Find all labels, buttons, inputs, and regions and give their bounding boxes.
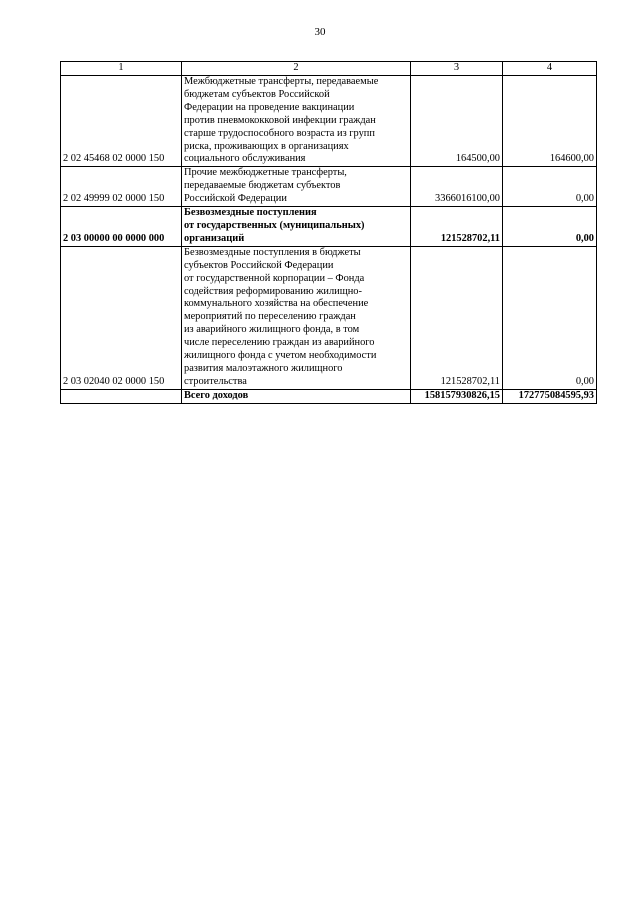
table-row <box>61 246 597 389</box>
description-cell <box>182 246 411 389</box>
description-line: строительства <box>184 375 247 387</box>
page-number: 30 <box>314 26 326 38</box>
amount-col4-cell: 0,00 <box>503 167 597 207</box>
table-row <box>61 167 597 207</box>
description-line: жилищного фонда с учетом необходимости <box>184 350 377 362</box>
amount-col3-cell: 121528702,11 <box>411 207 503 247</box>
description-cell <box>182 76 411 167</box>
description-line: передаваемые бюджетам субъектов <box>184 180 341 192</box>
description-line: Межбюджетные трансферты, передаваемые <box>184 76 379 87</box>
description-line: от государственных (муниципальных) <box>184 219 365 231</box>
budget-code-cell: 2 03 02040 02 0000 150 <box>61 246 182 389</box>
description-line: Российской Федерации <box>184 193 287 205</box>
column-header-1: 1 <box>61 62 182 76</box>
total-label-cell: Всего доходов <box>182 389 411 403</box>
budget-code-cell: 2 02 45468 02 0000 150 <box>61 76 182 167</box>
description-line: Безвозмездные поступления в бюджеты <box>184 246 361 258</box>
description-line: риска, проживающих в организациях <box>184 140 349 152</box>
table-header-row <box>61 62 597 76</box>
budget-code-cell: 2 02 49999 02 0000 150 <box>61 167 182 207</box>
description-line: развития малоэтажного жилищного <box>184 362 343 374</box>
budget-code-cell: 2 03 00000 00 0000 000 <box>61 207 182 247</box>
total-col4-cell: 172775084595,93 <box>503 389 597 403</box>
total-code-cell <box>61 389 182 403</box>
table-row <box>61 207 597 247</box>
total-col3-cell: 158157930826,15 <box>411 389 503 403</box>
table-body <box>61 76 597 404</box>
description-line: бюджетам субъектов Российской <box>184 88 330 100</box>
amount-col4-cell: 164600,00 <box>503 76 597 167</box>
description-line: Прочие межбюджетные трансферты, <box>184 167 347 179</box>
description-line: Федерации на проведение вакцинации <box>184 101 355 113</box>
description-line: субъектов Российской Федерации <box>184 259 334 271</box>
amount-col3-cell: 121528702,11 <box>411 246 503 389</box>
amount-col3-cell: 3366016100,00 <box>411 167 503 207</box>
description-line: содействия реформированию жилищно- <box>184 285 362 297</box>
description-line: из аварийного жилищного фонда, в том <box>184 324 360 336</box>
table-row <box>61 76 597 167</box>
amount-col4-cell: 0,00 <box>503 207 597 247</box>
description-line: Безвозмездные поступления <box>184 207 317 219</box>
revenue-table <box>60 61 597 404</box>
description-line: числе переселению граждан из аварийного <box>184 337 375 349</box>
description-line: организаций <box>184 232 245 244</box>
description-line: от государственной корпорации – Фонда <box>184 272 365 284</box>
description-line: старше трудоспособного возраста из групп <box>184 127 375 139</box>
description-line: мероприятий по переселению граждан <box>184 311 356 323</box>
column-header-3: 3 <box>411 62 503 76</box>
total-row <box>61 389 597 403</box>
amount-col4-cell: 0,00 <box>503 246 597 389</box>
column-header-2: 2 <box>182 62 411 76</box>
column-header-4: 4 <box>503 62 597 76</box>
description-cell <box>182 167 411 207</box>
description-line: против пневмококковой инфекции граждан <box>184 114 376 126</box>
description-line: социального обслуживания <box>184 153 306 165</box>
amount-col3-cell: 164500,00 <box>411 76 503 167</box>
description-line: коммунального хозяйства на обеспечение <box>184 298 369 310</box>
description-cell <box>182 207 411 247</box>
